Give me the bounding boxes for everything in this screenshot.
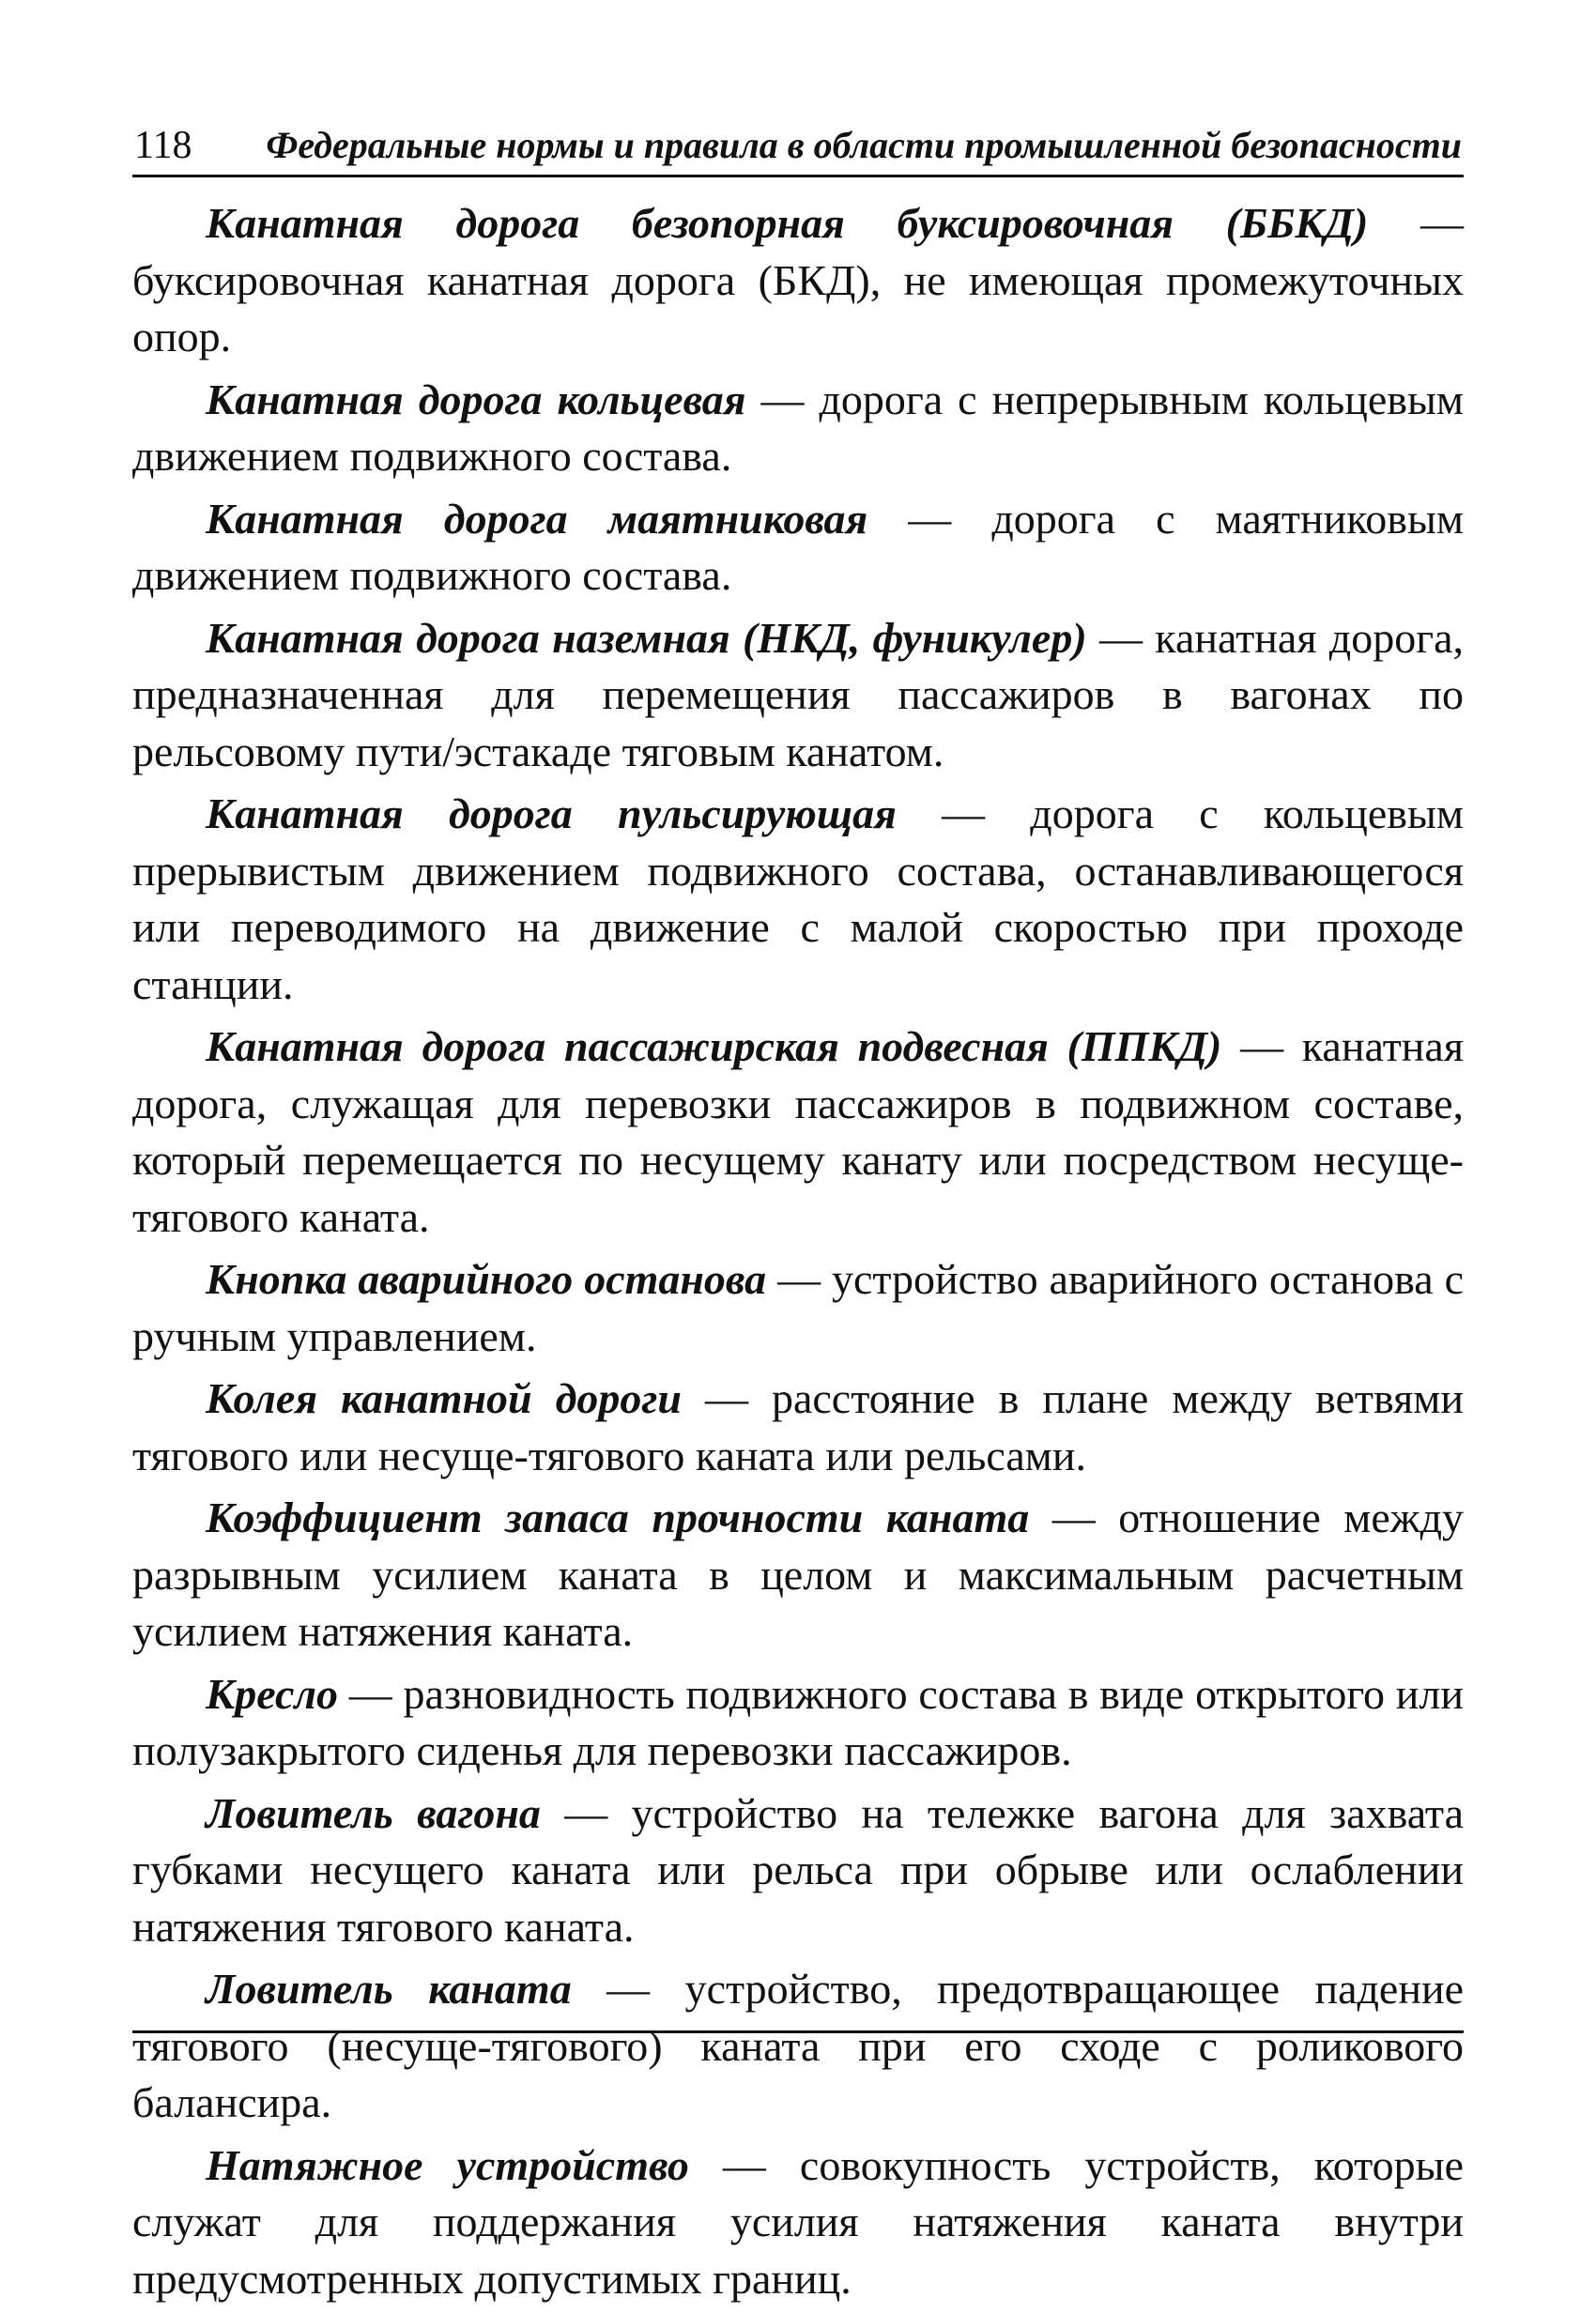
entry-definition: — дорога с непрерывным кольцевым движением подвижного состава. — [132, 375, 1464, 480]
glossary-entry — [132, 786, 1464, 1013]
glossary-entry — [132, 610, 1464, 781]
glossary-entry — [132, 195, 1464, 366]
entry-definition: — дорога с маятниковым движением подвижного состава. — [132, 494, 1464, 599]
entry-term: Канатная дорога пульсирующая — [206, 789, 897, 837]
entry-definition: — буксировочная канатная дорога (БКД), не имеющая промежуточных опор. — [132, 199, 1464, 360]
entry-term: Коэффициент запаса прочности каната — [206, 1493, 1030, 1541]
entry-definition: — разновидность подвижного состава в виде открытого или полузакрытого сиденья для перевозки пассажиров. — [132, 1669, 1464, 1774]
footer-rule — [132, 2030, 1464, 2033]
entry-term: Канатная дорога кольцевая — [206, 375, 746, 423]
glossary-body — [132, 195, 1464, 2313]
glossary-entry — [132, 1251, 1464, 1365]
glossary-entry — [132, 372, 1464, 485]
entry-definition: — устройство, предотвращающее падение тягового (несуще-тягового) каната при его сходе с роликового балансира. — [132, 1965, 1464, 2126]
entry-term: Колея канатной дороги — [206, 1374, 682, 1422]
glossary-entry — [132, 2137, 1464, 2308]
entry-term: Канатная дорога наземная (НКД, фуникулер) — [206, 613, 1087, 662]
entry-definition: — дорога с кольцевым прерывистым движением подвижного состава, останавливающегося или переводимого на движение с малой скоростью при проходе станции. — [132, 789, 1464, 1008]
entry-term: Канатная дорога безопорная буксировочная (ББКД) — [206, 199, 1369, 247]
entry-definition: — устройство на тележке вагона для захвата губками несущего каната или рельса при обрыве или ослаблении натяжения тягового каната. — [132, 1788, 1465, 1951]
entry-definition: — канатная дорога, служащая для перевозки пассажиров в подвижном составе, который перемещается по несущему канату или посредством несуще-тягового каната. — [132, 1022, 1464, 1241]
entry-definition: — совокупность устройств, которые служат для поддержания усилия натяжения каната внутри предусмотренных допустимых границ. — [132, 2140, 1464, 2303]
entry-term: Канатная дорога пассажирская подвесная (ППКД) — [206, 1022, 1222, 1070]
entry-term: Кнопка аварийного останова — [206, 1255, 767, 1303]
running-header — [132, 120, 1464, 177]
entry-definition: — расстояние в плане между ветвями тягового или несуще-тягового каната или рельсами. — [132, 1374, 1464, 1479]
entry-term: Кресло — [206, 1669, 339, 1718]
glossary-entry — [132, 1666, 1464, 1780]
glossary-entry — [132, 1490, 1464, 1661]
glossary-entry — [132, 491, 1464, 605]
running-title: Федеральные нормы и правила в области промышленной безопасности — [266, 124, 1462, 166]
glossary-entry — [132, 1371, 1464, 1484]
entry-term: Ловитель вагона — [206, 1788, 541, 1837]
page-number: 118 — [134, 124, 192, 167]
glossary-entry — [132, 1961, 1464, 2132]
glossary-entry — [132, 1019, 1464, 1246]
entry-term: Канатная дорога маятниковая — [206, 494, 868, 543]
entry-definition: — устройство аварийного останова с ручным управлением. — [132, 1255, 1464, 1360]
entry-definition: — канатная дорога, предназначенная для перемещения пассажиров в вагонах по рельсовому пути/эстакаде тяговым канатом. — [132, 613, 1464, 775]
entry-definition: — отношение между разрывным усилием каната в целом и максимальным расчетным усилием натяжения каната. — [132, 1493, 1464, 1655]
entry-term: Ловитель каната — [206, 1965, 572, 2013]
entry-term: Натяжное устройство — [206, 2140, 689, 2189]
glossary-entry — [132, 1785, 1464, 1956]
